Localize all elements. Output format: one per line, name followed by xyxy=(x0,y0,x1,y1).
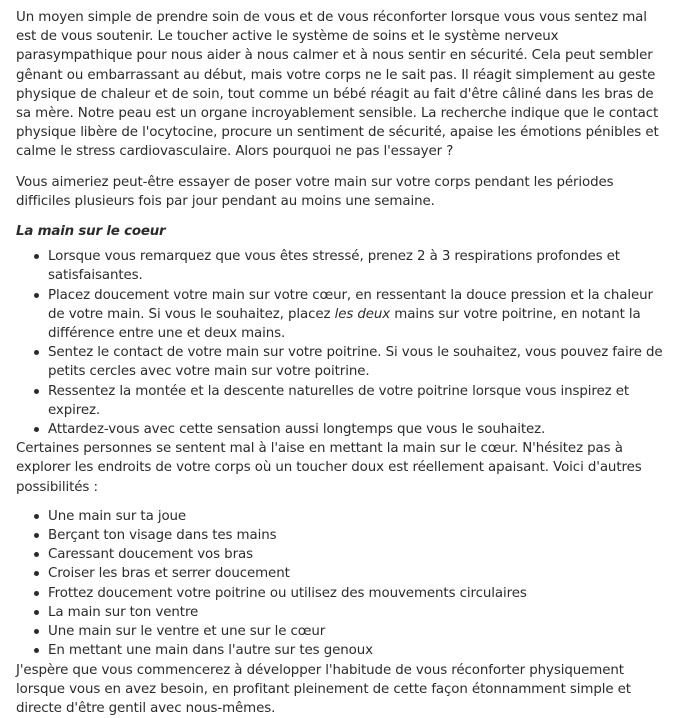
intro-paragraph-1: Un moyen simple de prendre soin de vous et de vous réconforter lorsque vous vous sentez mal est de vous soutenir. Le toucher active le système de soins et le système nerveux parasympathique pour nous aider à nous calmer et à nous sentir en sécurité. Cela peut sembler gênant ou embarrassant au début, mais votre corps ne le sait pas. Il réagit simplement au geste physique de chaleur et de soin, tout comme un bébé réagit au fait d'être câliné dans les bras de sa mère. Notre peau est un organe incroyablement sensible. La recherche indique que le contact physique libère de l'ocytocine, procure un sentiment de sécurité, apaise les émotions pénibles et calme le stress cardiovasculaire. Alors pourquoi ne pas l'essayer ? xyxy=(16,8,668,162)
list-item: Caressant doucement vos bras xyxy=(48,545,668,564)
list-item: Lorsque vous remarquez que vous êtes stressé, prenez 2 à 3 respirations profondes et satisfaisantes. xyxy=(48,247,668,285)
list-item: Une main sur ta joue xyxy=(48,507,668,526)
alternatives-intro: Certaines personnes se sentent mal à l'aise en mettant la main sur le cœur. N'hésitez pas à explorer les endroits de votre corps où un toucher doux est réellement apaisant. Voici d'autres possibilités : xyxy=(16,439,668,497)
intro-paragraph-2: Vous aimeriez peut-être essayer de poser votre main sur votre corps pendant les périodes difficiles plusieurs fois par jour pendant au moins une semaine. xyxy=(16,173,668,211)
alternatives-list xyxy=(16,507,668,661)
steps-list xyxy=(16,247,668,439)
list-item: Berçant ton visage dans tes mains xyxy=(48,526,668,545)
conclusion-paragraph: J'espère que vous commencerez à développer l'habitude de vous réconforter physiquement lorsque vous en avez besoin, en profitant pleinement de cette façon étonnamment simple et directe d'être gentil avec nous-mêmes. xyxy=(16,661,668,718)
list-item xyxy=(48,286,668,344)
section-heading: La main sur le coeur xyxy=(16,222,668,241)
list-item: Sentez le contact de votre main sur votre poitrine. Si vous le souhaitez, vous pouvez faire de petits cercles avec votre main sur votre poitrine. xyxy=(48,343,668,381)
emphasis-text: les deux xyxy=(335,307,391,322)
list-item: Attardez-vous avec cette sensation aussi longtemps que vous le souhaitez. xyxy=(48,420,668,439)
step-text-end: mains sur votre poitrine, en notant la différence entre une et deux mains. xyxy=(48,307,641,341)
list-item: Croiser les bras et serrer doucement xyxy=(48,564,668,583)
step-text-start: Placez doucement votre main sur votre cœur, en ressentant la douce pression et la chaleur de votre main. Si vous le souhaitez, placez xyxy=(48,288,653,322)
list-item: La main sur ton ventre xyxy=(48,603,668,622)
list-item: En mettant une main dans l'autre sur tes genoux xyxy=(48,641,668,660)
list-item: Frottez doucement votre poitrine ou utilisez des mouvements circulaires xyxy=(48,584,668,603)
list-item: Ressentez la montée et la descente naturelles de votre poitrine lorsque vous inspirez et expirez. xyxy=(48,382,668,420)
list-item: Une main sur le ventre et une sur le cœur xyxy=(48,622,668,641)
